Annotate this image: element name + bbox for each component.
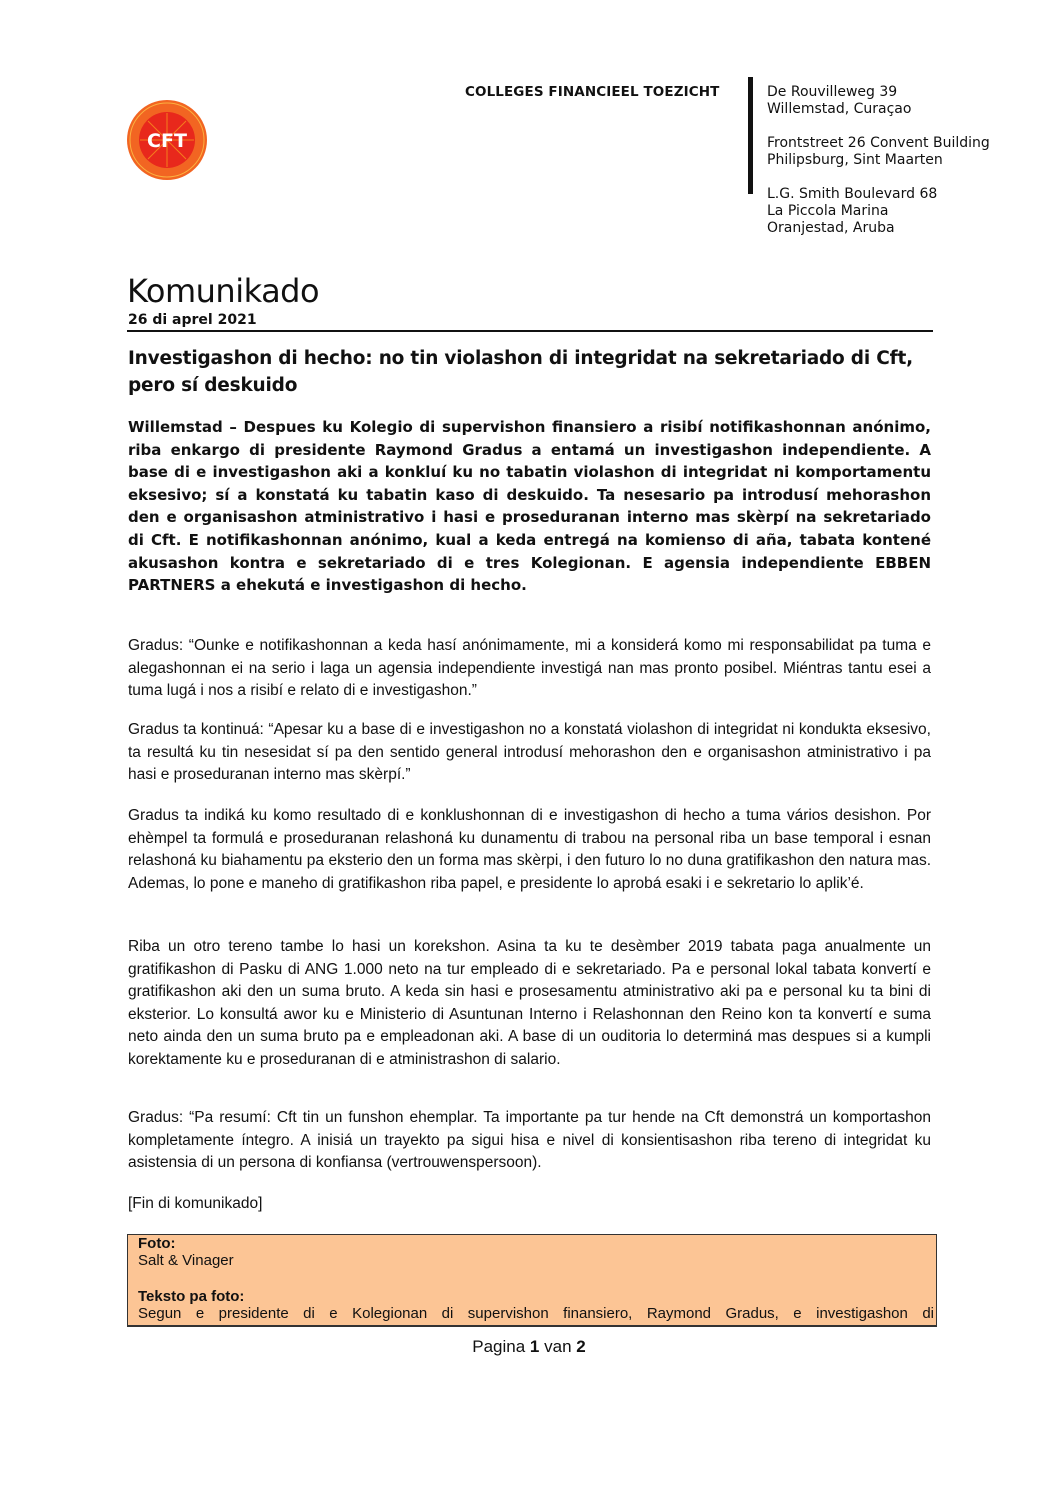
end-note: [Fin di komunikado] — [128, 1195, 263, 1212]
title-divider — [127, 330, 933, 332]
page-number — [0, 1337, 1058, 1357]
body-paragraph: Gradus: “Ounke e notifikashonnan a keda hasí anónimamente, mi a konsiderá komo mi responsabilidat pa tuma e alegashonnan ei na serio i laga un agensia independiente investigá nan mas pronto posibel. Miéntras tantu esei a tuma lugá i nos a risibí e relato di e investigashon.” — [128, 637, 931, 700]
page-prefix: Pagina — [472, 1337, 526, 1356]
document-date: 26 di aprel 2021 — [128, 312, 257, 328]
document-title: Komunikado — [127, 272, 320, 310]
address-aruba — [767, 186, 990, 237]
caption-label: Teksto pa foto: — [138, 1288, 245, 1305]
photo-info-box — [127, 1234, 937, 1327]
address-sint-maarten — [767, 135, 990, 169]
address-line: Philipsburg, Sint Maarten — [767, 152, 943, 168]
body-paragraph: Gradus ta kontinuá: “Apesar ku a base di e investigashon no a konstatá violashon di integridat ni kondukta eksesivo, ta resultá ku tin nesesidat sí pa den sentido general introdusí mehorashon den e organisashon atministrativo i pa hasi e proseduranan interno mas skèrpí.” — [128, 721, 931, 784]
photo-label: Foto: — [138, 1235, 176, 1252]
address-list — [767, 84, 990, 254]
photo-caption: Segun e presidente di e Kolegionan di supervishon finansiero, Raymond Gradus, e investigashon di — [138, 1305, 934, 1322]
page-separator: van — [544, 1337, 572, 1356]
cft-logo — [126, 99, 208, 181]
address-line: L.G. Smith Boulevard 68 — [767, 186, 938, 202]
body-paragraph: Gradus ta indiká ku komo resultado di e konklushonnan di e investigashon di hecho a tuma vários desishon. Por ehèmpel ta formulá e proseduranan relashoná ku dunamentu di trabou na personal riba un base temporal i esnan relashoná ku biahamentu pa eksterio den un forma mas skèrpi, i den futuro lo no duna gratifikashon den natura mas. Ademas, lo pone e maneho di gratifikashon riba papel, e presidente lo aprobá esaki i e sekretario lo aplik’é. — [128, 807, 931, 892]
headline: Investigashon di hecho: no tin violashon di integridat na sekretariado di Cft, pero sí deskuido — [128, 348, 913, 396]
page-total: 2 — [576, 1337, 586, 1356]
address-line: Willemstad, Curaçao — [767, 101, 912, 117]
address-curacao — [767, 84, 990, 118]
lead-paragraph: Willemstad – Despues ku Kolegio di supervishon finansiero a risibí notifikashonnan anónimo, riba enkargo di presidente Raymond Gradus a entamá un investigashon independiente. A base di e investigashon aki a konkluí ku no tabatin violashon di integridat ni komportamentu eksesivo; sí a konstatá ku tabatin kaso di deskuido. Ta nesesario pa introdusí mehorashon den e organisashon atministrativo i hasi e proseduranan interno mas skèrpí na sekretariado di Cft. E notifikashonnan anónimo, kual a keda entregá na komienso di aña, tabata kontené akusashon kontra e sekretariado di e tres Kolegionan. E agensia independiente EBBEN PARTNERS a ehekutá e investigashon di hecho. — [128, 418, 931, 595]
photo-credit: Salt & Vinager — [138, 1252, 234, 1269]
logo-text: CFT — [147, 130, 187, 152]
address-line: La Piccola Marina — [767, 203, 889, 219]
address-line: De Rouvilleweg 39 — [767, 84, 898, 100]
header-divider — [748, 77, 753, 194]
body-paragraph: Riba un otro tereno tambe lo hasi un korekshon. Asina ta ku te desèmber 2019 tabata paga anualmente un gratifikashon di Pasku di ANG 1.000 neto na tur empleado di e sekretariado. Pa e personal lokal tabata konvertí e gratifikashon aki den un suma bruto. A keda sin hasi e prosesamentu atministrativo aki pa e personal ku ta bini di eksterior. Lo konsultá awor ku e Ministerio di Asuntunan Interno i Relashonnan den Reino kon ta konvertí e suma neto ainda den un suma bruto pa e empleadonan aki. A base di un ouditoria lo determiná mas despues si a kumpli korektamente ku e proseduranan di e atministrashon di salario. — [128, 938, 931, 1068]
page-current: 1 — [529, 1337, 540, 1356]
organization-name: COLLEGES FINANCIEEL TOEZICHT — [465, 84, 720, 100]
cft-logo-icon — [126, 99, 208, 181]
address-line: Oranjestad, Aruba — [767, 220, 895, 236]
body-paragraph: Gradus: “Pa resumí: Cft tin un funshon ehemplar. Ta importante pa tur hende na Cft demonstrá un komportashon kompletamente íntegro. A inisiá un trayekto pa sigui hisa e nivel di konsientisashon riba tereno di integridat ku asistensia di un persona di konfiansa (vertrouwenspersoon). — [128, 1109, 931, 1172]
address-line: Frontstreet 26 Convent Building — [767, 135, 990, 151]
